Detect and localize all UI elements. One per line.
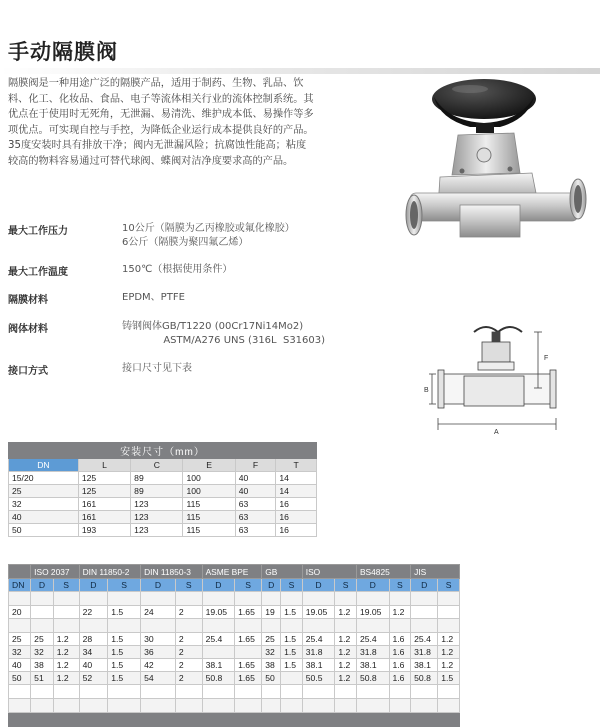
column-header: D	[262, 579, 281, 592]
table-cell: 40	[79, 659, 108, 672]
table-cell: 38	[262, 659, 281, 672]
table-cell: 1.2	[335, 606, 357, 619]
spec-label: 最大工作温度	[8, 267, 68, 278]
standard-header: ISO	[302, 565, 356, 579]
install-dimension-table	[8, 442, 317, 537]
table-footer-bar	[9, 713, 460, 727]
table-cell: 100	[183, 485, 235, 498]
table-cell: 1.6	[389, 633, 411, 646]
spec-value	[122, 291, 362, 305]
intro-line: 优点在于使用时无死角，无泄漏、易清洗、维护成本低、易操作等多	[8, 109, 314, 121]
table-cell: 15/20	[9, 472, 79, 485]
standard-header: ASME BPE	[202, 565, 262, 579]
table-cell: 40	[9, 659, 31, 672]
table-cell: 32	[31, 646, 54, 659]
install-table-caption: 安装尺寸（mm）	[9, 443, 317, 459]
table-cell: 50	[9, 524, 79, 537]
column-header: D	[302, 579, 335, 592]
table-cell: 2	[175, 633, 202, 646]
spec-label: 接口方式	[8, 366, 48, 377]
column-header: DN	[9, 579, 31, 592]
table-cell: 125	[78, 472, 130, 485]
column-header: D	[31, 579, 54, 592]
spec-value-line: 铸钢阀体GB/T1220 (00Cr17Ni14Mo2)	[122, 321, 304, 332]
table-cell: 14	[276, 485, 317, 498]
table-cell: 38.1	[356, 659, 389, 672]
table-cell: 115	[183, 498, 235, 511]
table-cell: 24	[141, 606, 176, 619]
table-cell: 2	[175, 646, 202, 659]
table-row	[9, 646, 460, 659]
table-cell: 1.2	[335, 672, 357, 685]
table-cell: 25	[9, 633, 31, 646]
table-cell: 31.8	[302, 646, 335, 659]
table-row	[9, 659, 460, 672]
table-cell: 1.2	[335, 659, 357, 672]
column-header: S	[175, 579, 202, 592]
table-cell: 38.1	[302, 659, 335, 672]
table-row	[9, 606, 460, 619]
standard-header: DIN 11850-3	[141, 565, 203, 579]
table-cell: 50	[262, 672, 281, 685]
table-cell: 1.5	[281, 659, 303, 672]
table-cell: 2	[175, 659, 202, 672]
table-row	[9, 485, 317, 498]
table-cell: 25	[262, 633, 281, 646]
table-cell: 100	[183, 472, 235, 485]
dimension-drawing	[424, 318, 596, 436]
table-cell: 1.6	[389, 659, 411, 672]
spec-value-line: 10公斤（隔膜为乙丙橡胶或氟化橡胶）	[122, 223, 295, 234]
spec-value-line: 接口尺寸见下表	[122, 363, 192, 374]
table-cell: 25.4	[302, 633, 335, 646]
table-cell	[53, 606, 79, 619]
table-cell: 1.65	[235, 659, 262, 672]
table-cell: 30	[141, 633, 176, 646]
spec-value-line: 6公斤（隔膜为聚四氟乙烯）	[122, 236, 249, 248]
title-divider	[0, 68, 600, 74]
table-row	[9, 633, 460, 646]
spec-label: 隔膜材料	[8, 295, 48, 306]
spec-value-line: 150℃（根据使用条件）	[122, 264, 233, 275]
table-cell	[438, 606, 460, 619]
column-header: S	[235, 579, 262, 592]
column-header: S	[335, 579, 357, 592]
column-header: D	[79, 579, 108, 592]
table-cell: 16	[276, 498, 317, 511]
column-header: D	[356, 579, 389, 592]
column-header: D	[141, 579, 176, 592]
spec-value	[122, 263, 362, 277]
intro-line: 料、化工、化妆品、食品、电子等流体相关行业的流体控制系统。其	[8, 93, 314, 105]
spec-label: 最大工作压力	[8, 226, 68, 237]
standard-header: ISO 2037	[31, 565, 79, 579]
table-header-row	[9, 579, 460, 592]
table-cell: 161	[78, 498, 130, 511]
table-cell: 1.5	[108, 606, 141, 619]
table-cell	[202, 646, 235, 659]
table-cell	[31, 606, 54, 619]
standards-header-row	[9, 565, 460, 579]
table-cell: 1.65	[235, 672, 262, 685]
column-header: L	[78, 459, 130, 472]
table-cell: 63	[235, 498, 276, 511]
table-cell: 25.4	[202, 633, 235, 646]
column-header: S	[389, 579, 411, 592]
table-cell: 19.05	[302, 606, 335, 619]
dimension-label-b: B	[424, 387, 429, 394]
table-cell: 38.1	[411, 659, 438, 672]
column-header: DN	[9, 459, 79, 472]
table-cell: 28	[79, 633, 108, 646]
table-cell: 1.5	[281, 606, 303, 619]
standard-header	[9, 565, 31, 579]
table-cell: 1.2	[389, 606, 411, 619]
table-cell: 1.5	[108, 633, 141, 646]
intro-line: 隔膜阀是一种用途广泛的隔膜产品，适用于制药、生物、乳品、饮	[8, 78, 304, 89]
table-row	[9, 592, 460, 606]
table-cell: 161	[78, 511, 130, 524]
intro-line: 较高的物料容易通过可替代球阀、蝶阀对洁净度要求高的产品。	[8, 155, 294, 167]
table-cell: 50.8	[202, 672, 235, 685]
table-row	[9, 498, 317, 511]
table-cell: 2	[175, 606, 202, 619]
table-cell: 1.2	[438, 633, 460, 646]
table-cell: 36	[141, 646, 176, 659]
table-cell: 16	[276, 524, 317, 537]
table-cell: 40	[235, 472, 276, 485]
table-cell: 52	[79, 672, 108, 685]
table-header-row	[9, 459, 317, 472]
table-cell: 50.8	[356, 672, 389, 685]
spec-value	[122, 320, 362, 347]
table-cell: 123	[131, 498, 183, 511]
table-cell: 1.2	[438, 646, 460, 659]
table-cell: 1.5	[281, 633, 303, 646]
table-cell: 51	[31, 672, 54, 685]
table-cell: 32	[9, 646, 31, 659]
column-header: D	[411, 579, 438, 592]
standards-dimension-table	[8, 564, 460, 727]
table-cell: 32	[262, 646, 281, 659]
table-cell: 1.5	[108, 672, 141, 685]
table-cell: 193	[78, 524, 130, 537]
table-cell: 22	[79, 606, 108, 619]
table-cell: 1.6	[389, 672, 411, 685]
spec-value-line: ASTM/A276 UNS (316L S31603)	[122, 334, 326, 346]
table-cell: 25	[9, 485, 79, 498]
table-cell: 31.8	[411, 646, 438, 659]
table-cell: 1.5	[108, 659, 141, 672]
table-cell: 1.2	[53, 633, 79, 646]
intro-line: 35度安装时具有排放干净；阀内无泄漏风险；抗腐蚀性能高；粘度	[8, 140, 307, 152]
table-cell: 19	[262, 606, 281, 619]
column-header: S	[108, 579, 141, 592]
table-cell	[281, 672, 303, 685]
table-cell: 34	[79, 646, 108, 659]
table-cell: 89	[131, 472, 183, 485]
table-cell: 50	[9, 672, 31, 685]
table-cell: 1.2	[53, 672, 79, 685]
standard-header: BS4825	[356, 565, 410, 579]
table-cell: 19.05	[202, 606, 235, 619]
table-cell: 38.1	[202, 659, 235, 672]
table-cell: 1.2	[335, 646, 357, 659]
standard-header: DIN 11850-2	[79, 565, 141, 579]
spec-value-line: EPDM、PTFE	[122, 292, 185, 303]
table-cell: 115	[183, 524, 235, 537]
page-title: 手动隔膜阀	[8, 40, 118, 64]
table-cell: 1.2	[335, 633, 357, 646]
table-cell: 1.5	[438, 672, 460, 685]
table-cell	[235, 646, 262, 659]
table-cell: 1.2	[53, 646, 79, 659]
spec-value	[122, 362, 362, 376]
table-cell: 123	[131, 524, 183, 537]
table-row	[9, 685, 460, 699]
column-header: S	[438, 579, 460, 592]
table-row	[9, 524, 317, 537]
intro-paragraph	[8, 76, 330, 170]
table-cell: 40	[235, 485, 276, 498]
table-cell: 20	[9, 606, 31, 619]
table-row	[9, 672, 460, 685]
table-cell	[411, 606, 438, 619]
table-cell: 1.6	[389, 646, 411, 659]
table-row	[9, 511, 317, 524]
intro-line: 项优点。可实现自控与手控，为降低企业运行成本提供良好的产品。	[8, 124, 314, 136]
table-cell: 1.5	[281, 646, 303, 659]
table-cell: 38	[31, 659, 54, 672]
table-row	[9, 619, 460, 633]
table-cell: 54	[141, 672, 176, 685]
column-header: C	[131, 459, 183, 472]
table-cell: 42	[141, 659, 176, 672]
column-header: D	[202, 579, 235, 592]
table-row	[9, 699, 460, 713]
table-cell: 1.2	[438, 659, 460, 672]
table-cell: 16	[276, 511, 317, 524]
column-header: S	[53, 579, 79, 592]
table-cell: 25	[31, 633, 54, 646]
column-header: E	[183, 459, 235, 472]
table-cell: 2	[175, 672, 202, 685]
table-cell: 50.8	[411, 672, 438, 685]
table-cell: 25.4	[411, 633, 438, 646]
column-header: F	[235, 459, 276, 472]
table-cell: 50.5	[302, 672, 335, 685]
standard-header: JIS	[411, 565, 460, 579]
table-cell: 89	[131, 485, 183, 498]
table-cell: 1.65	[235, 633, 262, 646]
table-cell: 1.5	[108, 646, 141, 659]
table-cell: 125	[78, 485, 130, 498]
table-cell: 40	[9, 511, 79, 524]
column-header: T	[276, 459, 317, 472]
table-cell: 63	[235, 524, 276, 537]
table-cell: 123	[131, 511, 183, 524]
table-cell: 14	[276, 472, 317, 485]
standard-header: GB	[262, 565, 303, 579]
table-cell: 1.65	[235, 606, 262, 619]
table-row	[9, 472, 317, 485]
table-cell: 32	[9, 498, 79, 511]
table-cell: 1.2	[53, 659, 79, 672]
table-cell: 19.05	[356, 606, 389, 619]
table-cell: 115	[183, 511, 235, 524]
spec-label: 阀体材料	[8, 324, 48, 335]
spec-value	[122, 222, 362, 249]
table-cell: 63	[235, 511, 276, 524]
table-cell: 25.4	[356, 633, 389, 646]
table-cell: 31.8	[356, 646, 389, 659]
dimension-label-f: F	[544, 355, 549, 362]
column-header: S	[281, 579, 303, 592]
dimension-label-a: A	[494, 429, 499, 436]
valve-product-photo	[400, 75, 600, 255]
